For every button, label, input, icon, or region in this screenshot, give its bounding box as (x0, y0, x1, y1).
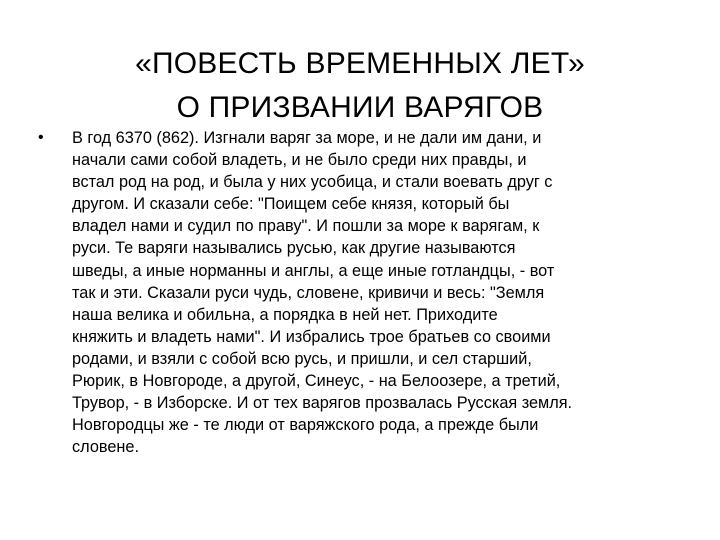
body-line: Трувор, - в Изборске. И от тех варягов прозвалась Русская земля. (72, 394, 573, 413)
bullet-icon: • (38, 129, 44, 146)
body-line: руси. Те варяги назывались русью, как другие называются (72, 239, 516, 258)
body-line: начали сами собой владеть, и не было среди них правды, и (72, 151, 527, 170)
title-line-1: «ПОВЕСТЬ ВРЕМЕННЫХ ЛЕТ» (135, 47, 585, 81)
body-line: словене. (72, 438, 139, 457)
body-line: Новгородцы же - те люди от варяжского рода, а прежде были (72, 416, 539, 435)
bullet-list (38, 127, 693, 458)
body-line: другом. И сказали себе: "Поищем себе князя, который бы (72, 195, 510, 214)
title-line-2: О ПРИЗВАНИИ ВАРЯГОВ (176, 91, 544, 125)
bullet-item (38, 127, 693, 458)
body-line: владел нами и судил по праву". И пошли за море к варягам, к (72, 217, 540, 236)
body-line: родами, и взяли с собой всю русь, и пришли, и сел старший, (72, 349, 532, 368)
body-line: В год 6370 (862). Изгнали варяг за море, и не дали им дани, и (72, 129, 542, 147)
body-line: Рюрик, в Новгороде, а другой, Синеус, - на Белоозере, а третий, (72, 372, 561, 391)
body-line: наша велика и обильна, а порядка в ней нет. Приходите (72, 305, 498, 324)
body-line: шведы, а иные норманны и англы, а еще иные готландцы, - вот (72, 261, 555, 280)
slide-title (40, 42, 680, 130)
body-line: княжить и владеть нами". И избрались трое братьев со своими (72, 327, 551, 346)
body-line: встал род на род, и была у них усобица, и стали воевать друг с (72, 173, 553, 192)
body-line: так и эти. Сказали руси чудь, словене, кривичи и весь: "Земля (72, 283, 545, 302)
